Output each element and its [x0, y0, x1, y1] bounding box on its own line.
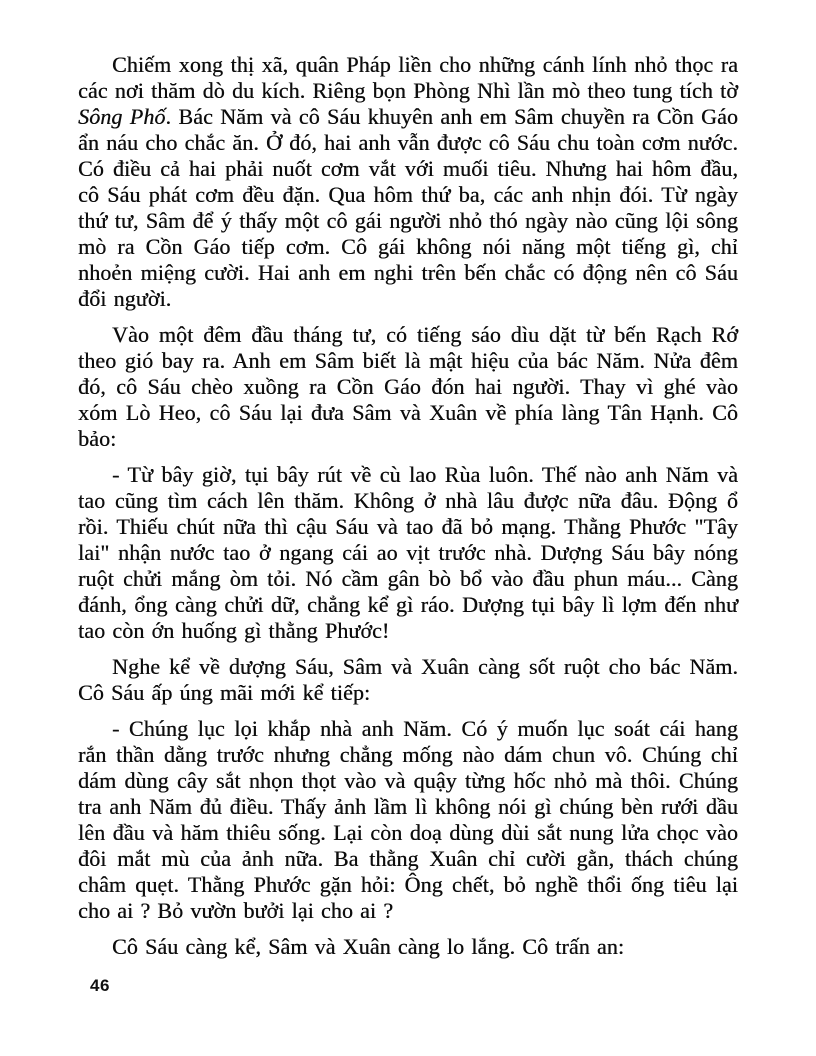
newspaper-name-italic: Sông Phố [78, 104, 166, 129]
paragraph-1-text-end: . Bác Năm và cô Sáu khuyên anh em Sâm chuyền ra Cồn Gáo ẩn náu cho chắc ăn. Ở đó, hai anh vẫn được cô Sáu chu toàn cơm nước. Có điều cả hai phải nuốt cơm vắt với muối tiêu. Nhưng hai hôm đầu, cô Sáu phát cơm đều đặn. Qua hôm thứ ba, các anh nhịn đói. Từ ngày thứ tư, Sâm để ý thấy một cô gái người nhỏ thó ngày nào cũng lội sông mò ra Cồn Gáo tiếp cơm. Cô gái không nói năng một tiếng gì, chỉ nhoẻn miệng cười. Hai anh em nghi trên bến chắc có động nên cô Sáu đổi người. [78, 104, 738, 311]
paragraph-1 [78, 52, 738, 312]
paragraph-1-text-start: Chiếm xong thị xã, quân Pháp liền cho những cánh lính nhỏ thọc ra các nơi thăm dò du kích. Riêng bọn Phòng Nhì lần mò theo tung tích tờ [78, 52, 738, 103]
paragraph-2: Vào một đêm đầu tháng tư, có tiếng sáo dìu dặt từ bến Rạch Rớ theo gió bay ra. Anh em Sâm biết là mật hiệu của bác Năm. Nửa đêm đó, cô Sáu chèo xuồng ra Cồn Gáo đón hai người. Thay vì ghé vào xóm Lò Heo, cô Sáu lại đưa Sâm và Xuân về phía làng Tân Hạnh. Cô bảo: [78, 322, 738, 451]
paragraph-4: Nghe kể về dượng Sáu, Sâm và Xuân càng sốt ruột cho bác Năm. Cô Sáu ấp úng mãi mới kể tiếp: [78, 654, 738, 705]
page-number: 46 [90, 976, 110, 995]
paragraph-5-dialogue: - Chúng lục lọi khắp nhà anh Năm. Có ý muốn lục soát cái hang rắn thần dằng trước nhưng chẳng mống nào dám chun vô. Chúng chỉ dám dùng cây sắt nhọn thọt vào và quậy từng hốc nhỏ mà thôi. Chúng tra anh Năm đủ điều. Thấy ảnh lầm lì không nói gì chúng bèn rưới dầu lên đầu và hăm thiêu sống. Lại còn doạ dùng dùi sắt nung lửa chọc vào đôi mắt mù của ảnh nữa. Ba thằng Xuân chỉ cười gằn, thách chúng châm quẹt. Thằng Phước gặn hỏi: Ông chết, bỏ nghề thổi ống tiêu lại cho ai ? Bỏ vườn bưởi lại cho ai ? [78, 716, 738, 923]
page-text-block [78, 52, 738, 960]
paragraph-3-dialogue: - Từ bây giờ, tụi bây rút về cù lao Rùa luôn. Thế nào anh Năm và tao cũng tìm cách lên thăm. Không ở nhà lâu được nữa đâu. Động ổ rồi. Thiếu chút nữa thì cậu Sáu và tao đã bỏ mạng. Thằng Phước "Tây lai" nhận nước tao ở ngang cái ao vịt trước nhà. Dượng Sáu bây nóng ruột chửi mắng òm tỏi. Nó cầm gân bò bổ vào đầu phun máu... Càng đánh, ổng càng chửi dữ, chẳng kể gì ráo. Dượng tụi bây lì lợm đến như tao còn ớn huống gì thằng Phước! [78, 462, 738, 643]
paragraph-6: Cô Sáu càng kể, Sâm và Xuân càng lo lắng. Cô trấn an: [112, 934, 625, 959]
